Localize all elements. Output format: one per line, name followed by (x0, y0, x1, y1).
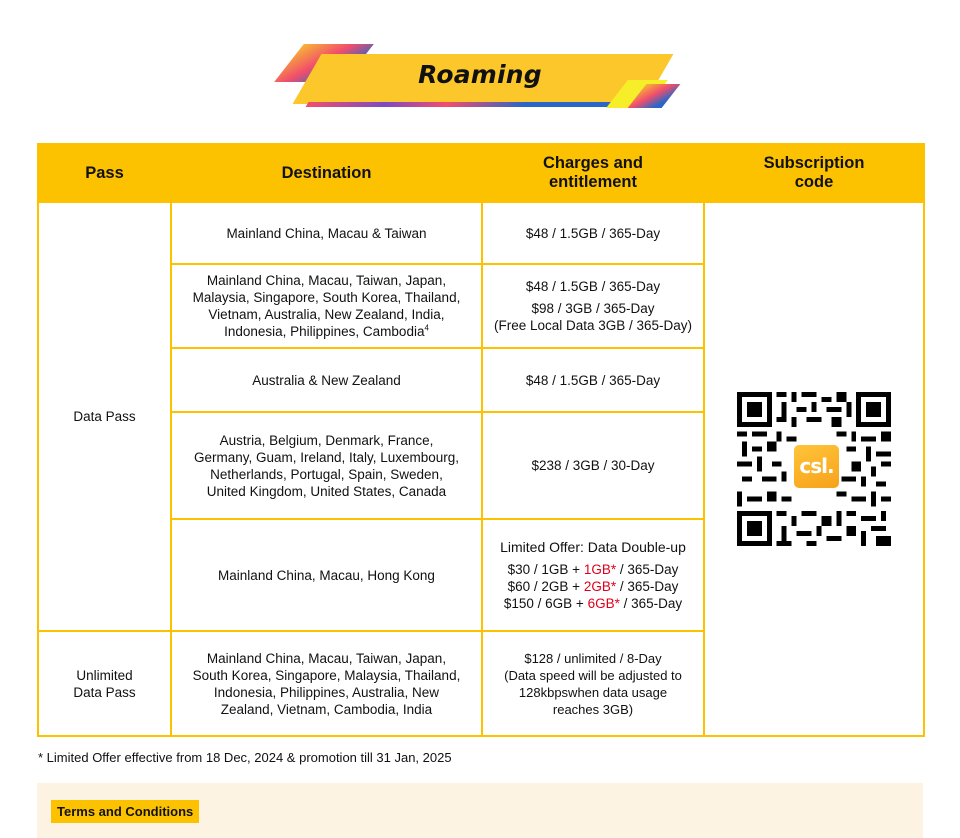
destination-line: Mainland China, Macau, Taiwan, Japan, (206, 650, 447, 666)
charge-line: reaches 3GB) (552, 701, 634, 717)
terms-and-conditions-heading[interactable]: Terms and Conditions (51, 800, 199, 823)
terms-section (37, 783, 923, 838)
charge-line: (Free Local Data 3GB / 365-Day) (493, 318, 693, 333)
destination-cell: Mainland China, Macau, Hong Kong (171, 519, 482, 631)
destination-line: United Kingdom, United States, Canada (206, 483, 447, 499)
destination-cell (171, 264, 482, 348)
destination-cell: Australia & New Zealand (171, 348, 482, 412)
charges-cell (482, 264, 704, 348)
csl-logo: csl. (792, 443, 841, 490)
header-charges (482, 144, 704, 202)
subscription-code-cell (704, 202, 924, 736)
destination-line: Zealand, Vietnam, Cambodia, India (220, 701, 433, 717)
destination-line: Vietnam, Australia, New Zealand, India, (208, 307, 445, 322)
header-subscription-code (704, 144, 924, 202)
charge-line: $48 / 1.5GB / 365-Day (525, 279, 661, 294)
header-charges-line2: entitlement (548, 173, 637, 191)
offer-title: Limited Offer: Data Double-up (500, 538, 686, 555)
pass-type-unlimited-data-pass (38, 631, 171, 736)
pass-type-data-pass: Data Pass (38, 202, 171, 631)
destination-line: Netherlands, Portugal, Spain, Sweden, (210, 466, 443, 482)
bonus-data: 6GB* (587, 595, 620, 611)
destination-cell: Mainland China, Macau & Taiwan (171, 202, 482, 264)
table-header-row (38, 144, 924, 202)
offer-line: $150 / 6GB + 6GB* / 365-Day (503, 595, 683, 611)
charges-cell (482, 631, 704, 736)
pass-label-line: Data Pass (73, 684, 136, 700)
destination-cell (171, 412, 482, 519)
destination-line: South Korea, Singapore, Malaysia, Thailand, (192, 667, 461, 683)
page-title: Roaming (418, 60, 542, 89)
destination-line: Mainland China, Macau, Taiwan, Japan, (206, 273, 447, 288)
destination-line: Austria, Belgium, Denmark, France, (219, 432, 434, 448)
destination-line: Malaysia, Singapore, South Korea, Thailand, (192, 290, 461, 305)
charges-cell (482, 519, 704, 631)
charges-cell: $48 / 1.5GB / 365-Day (482, 202, 704, 264)
bonus-data: 1GB* (583, 561, 617, 577)
destination-line: Germany, Guam, Ireland, Italy, Luxembourg, (193, 449, 460, 465)
limited-offer-footnote: * Limited Offer effective from 18 Dec, 2024 & promotion till 31 Jan, 2025 (38, 750, 452, 765)
header-destination: Destination (171, 144, 482, 202)
header-charges-line1: Charges and (543, 154, 643, 172)
banner-decoration-line (306, 102, 619, 107)
bonus-data: 2GB* (583, 578, 617, 594)
charges-cell: $238 / 3GB / 30-Day (482, 412, 704, 519)
offer-line: $30 / 1GB + 1GB* / 365-Day (507, 561, 679, 577)
header-code-line1: Subscription (763, 154, 865, 172)
charge-line: $128 / unlimited / 8-Day (524, 650, 662, 666)
roaming-pass-table (37, 143, 925, 737)
header-pass: Pass (38, 144, 171, 202)
charge-line: $98 / 3GB / 365-Day (531, 301, 655, 316)
header-code-line2: code (794, 173, 834, 191)
destination-line: Indonesia, Philippines, Australia, New (213, 684, 440, 700)
offer-line: $60 / 2GB + 2GB* / 365-Day (507, 578, 679, 594)
table-row (38, 202, 924, 264)
qr-code-icon[interactable] (737, 392, 891, 546)
charge-line: 128kbpswhen data usage (518, 684, 668, 700)
destination-line: Indonesia, Philippines, Cambodia (224, 324, 425, 339)
destination-cell (171, 631, 482, 736)
roaming-banner (285, 42, 675, 112)
charge-line: (Data speed will be adjusted to (504, 667, 682, 683)
footnote-superscript: 4 (424, 323, 429, 333)
charges-cell: $48 / 1.5GB / 365-Day (482, 348, 704, 412)
pass-label-line: Unlimited (76, 667, 133, 683)
